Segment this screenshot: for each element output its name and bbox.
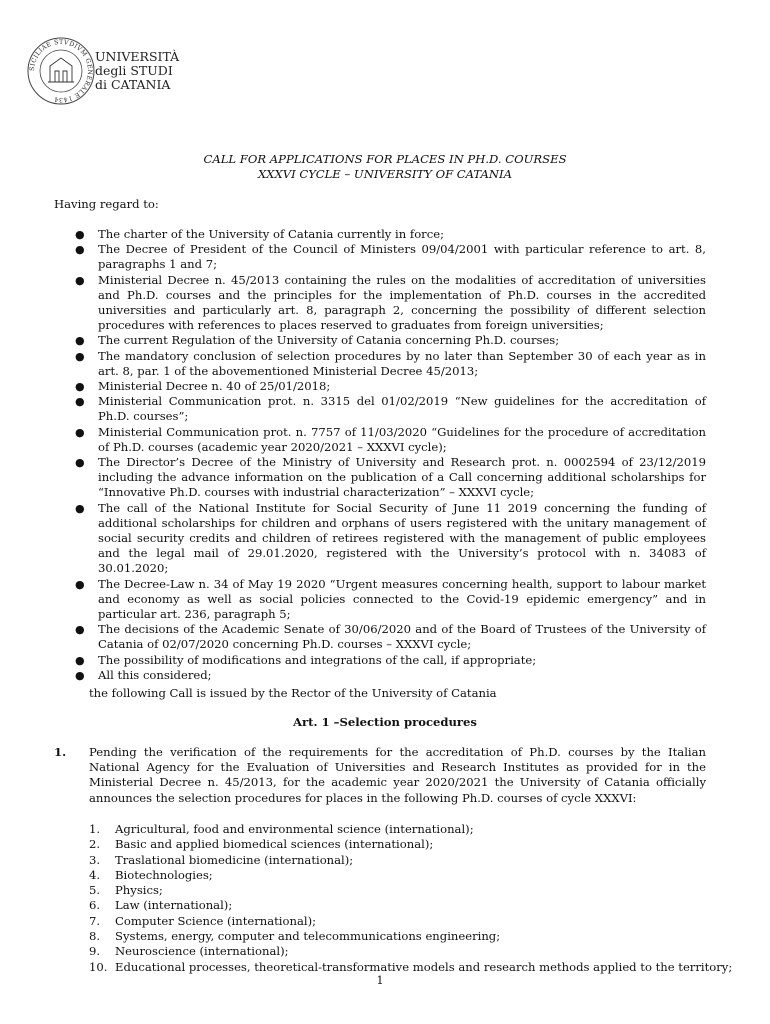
bullet-icon: ● [75, 456, 85, 470]
bullet-icon: ● [75, 501, 85, 515]
list-item: 3. Traslational biomedicine (international); [89, 852, 354, 867]
list-item: ● The call of the National Institute for Social Security of June 11 2019 concerning the funding of additional scholarships for children and orphans of users registered with the unitary management of social security credits and children of retirees registered with the management of public employees and the legal mail of 29.01.2020, registered with the University’s protocol with n. 34083 of 30.01.2020; [75, 500, 706, 576]
list-item: 9. Neuroscience (international); [89, 944, 289, 959]
bullet-icon: ● [75, 653, 85, 667]
list-item: 1. Agricultural, food and environmental science (international); [89, 822, 474, 836]
paragraph-number: 1. [54, 745, 67, 759]
article-paragraph: Pending the verification of the requirements for the accreditation of Ph.D. courses by the Italian National Agency for the Evaluation of Universities and Research Institutes as provided for in the Ministerial Decree n. 45/2013, for the academic year 2020/2021 the University of Catania officially announces the selection procedures for places in the following Ph.D. courses of cycle XXXVI: [89, 745, 706, 805]
closing-statement: the following Call is issued by the Rector of the University of Catania [89, 686, 497, 700]
document-title-line-1: CALL FOR APPLICATIONS FOR PLACES IN PH.D. COURSES [203, 152, 567, 166]
list-item: ● Ministerial Decree n. 40 of 25/01/2018; [75, 379, 331, 394]
list-item: ● The Decree-Law n. 34 of May 19 2020 “Urgent measures concerning health, support to labour market and economy as well as social policies connected to the Covid-19 epidemic emergency” and in particular art. 236, paragraph 5; [75, 576, 706, 622]
list-item: 8. Systems, energy, computer and telecommunications engineering; [89, 929, 501, 944]
list-item: 2. Basic and applied biomedical sciences (international); [89, 837, 434, 852]
university-seal-logo [26, 36, 96, 106]
list-item: ● The possibility of modifications and integrations of the call, if appropriate; [75, 652, 537, 667]
list-item: 4. Biotechnologies; [89, 867, 213, 882]
bullet-icon: ● [75, 623, 85, 637]
page-number: 1 [376, 974, 384, 987]
bullet-icon: ● [75, 668, 85, 682]
list-item: ● All this considered; [75, 667, 212, 682]
list-item: ● Ministerial Decree n. 45/2013 containing the rules on the modalities of accreditation of universities and Ph.D. courses and the principles for the implementation of Ph.D. courses in the accredited universities and particularly art. 8, paragraph 2, concerning the possibility of different selection procedures with references to places reserved to graduates from foreign universities; [75, 272, 706, 333]
list-item: ● Ministerial Communication prot. n. 7757 of 11/03/2020 “Guidelines for the procedure of accreditation of Ph.D. courses (academic year 2020/2021 – XXXVI cycle); [75, 424, 706, 454]
list-item: ● The charter of the University of Catania currently in force; [75, 227, 444, 241]
article-heading: Art. 1 –Selection procedures [293, 715, 477, 729]
list-item: ● The decisions of the Academic Senate of 30/06/2020 and of the Board of Trustees of the University of Catania of 02/07/2020 concerning Ph.D. courses – XXXVI cycle; [75, 622, 706, 652]
bullet-icon: ● [75, 228, 85, 241]
document-title-line-2: XXXVI CYCLE – UNIVERSITY OF CATANIA [258, 167, 512, 181]
list-item: 5. Physics; [89, 883, 163, 898]
list-item: 6. Law (international); [89, 898, 233, 913]
list-item: ● The Director’s Decree of the Ministry of University and Research prot. n. 0002594 of 23/12/2019 including the advance information on the publication of a Call concerning additional scholarships for “Innovative Ph.D. courses with industrial characterization” – XXXVI cycle; [75, 455, 706, 500]
course-list [89, 822, 732, 975]
bullet-icon: ● [75, 395, 85, 409]
university-name [95, 50, 179, 92]
logo-line-3: di CATANIA [95, 77, 171, 92]
regard-list [54, 227, 706, 683]
intro-text: Having regard to: [54, 197, 159, 211]
svg-text:SICILIAE STVDIVM GENERALE 1434 [29, 39, 93, 103]
bullet-icon: ● [75, 577, 85, 591]
list-item: 10. Educational processes, theoretical-transformative models and research methods applied to the territory; [89, 959, 733, 974]
bullet-icon: ● [75, 334, 85, 348]
bullet-icon: ● [75, 349, 85, 363]
list-item: ● The current Regulation of the University of Catania concerning Ph.D. courses; [75, 333, 560, 348]
list-item: ● Ministerial Communication prot. n. 3315 del 01/02/2019 “New guidelines for the accreditation of Ph.D. courses”; [75, 394, 706, 424]
logo-line-2: degli STUDI [95, 63, 173, 78]
list-item: ● The mandatory conclusion of selection procedures by no later than September 30 of each year as in art. 8, par. 1 of the abovementioned Ministerial Decree 45/2013; [75, 348, 706, 378]
list-item: 7. Computer Science (international); [89, 913, 316, 928]
bullet-icon: ● [75, 380, 85, 394]
list-item: ● The Decree of President of the Council of Ministers 09/04/2001 with particular reference to art. 8, paragraphs 1 and 7; [75, 242, 706, 272]
seal-text: SICILIAE STVDIVM GENERALE 1434 [28, 38, 94, 104]
logo-line-1: UNIVERSITÀ [95, 49, 180, 64]
bullet-icon: ● [75, 273, 85, 287]
bullet-icon: ● [75, 243, 85, 257]
bullet-icon: ● [75, 425, 85, 439]
